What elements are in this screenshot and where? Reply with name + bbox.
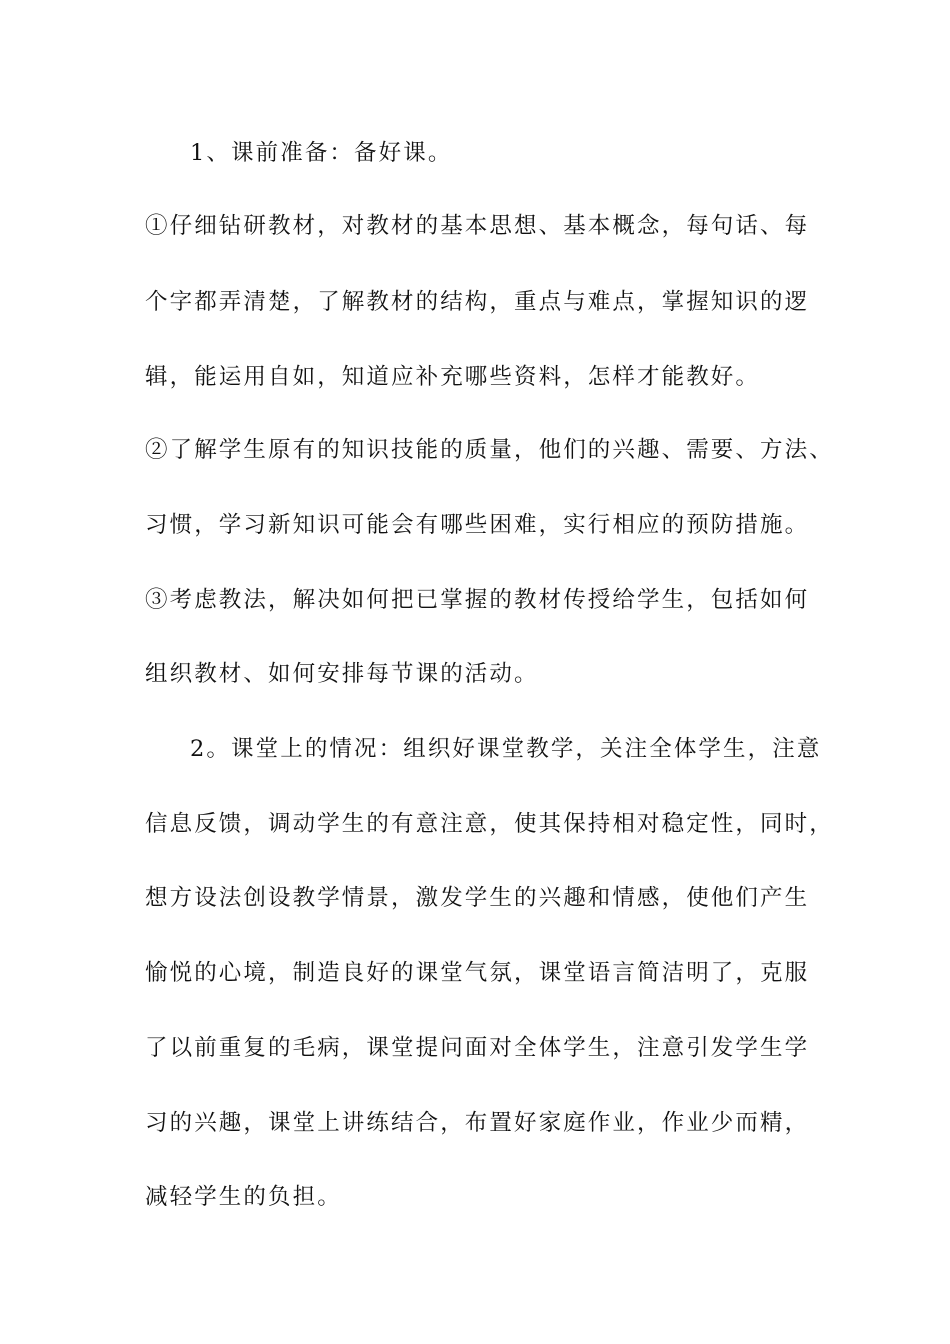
paragraph-line: ③考虑教法，解决如何把已掌握的教材传授给学生，包括如何 <box>145 587 810 613</box>
paragraph-line: 组织教材、如何安排每节课的活动。 <box>145 661 539 687</box>
paragraph-line: 习的兴趣，课堂上讲练结合，布置好家庭作业，作业少而精， <box>145 1110 810 1136</box>
paragraph-line: 习惯，学习新知识可能会有哪些困难，实行相应的预防措施。 <box>145 512 810 538</box>
paragraph-line: 愉悦的心境，制造良好的课堂气氛，课堂语言简洁明了，克服 <box>145 960 810 986</box>
paragraph-line: 了以前重复的毛病，课堂提问面对全体学生，注意引发学生学 <box>145 1035 810 1061</box>
paragraph-line: ②了解学生原有的知识技能的质量，他们的兴趣、需要、方法、 <box>145 437 834 463</box>
paragraph-line: 信息反馈，调动学生的有意注意，使其保持相对稳定性，同时， <box>145 811 834 837</box>
paragraph-line: 辑，能运用自如，知道应补充哪些资料，怎样才能教好。 <box>145 364 761 390</box>
paragraph-line: 想方设法创设教学情景，激发学生的兴趣和情感，使他们产生 <box>145 885 810 911</box>
section-2-heading: 2。课堂上的情况：组织好课堂教学，关注全体学生，注意 <box>190 736 822 762</box>
paragraph-line: ①仔细钻研教材，对教材的基本思想、基本概念，每句话、每 <box>145 213 810 239</box>
paragraph-line: 减轻学生的负担。 <box>145 1184 342 1210</box>
paragraph-line: 个字都弄清楚，了解教材的结构，重点与难点，掌握知识的逻 <box>145 289 810 315</box>
section-1-heading: 1、课前准备：备好课。 <box>190 140 453 166</box>
